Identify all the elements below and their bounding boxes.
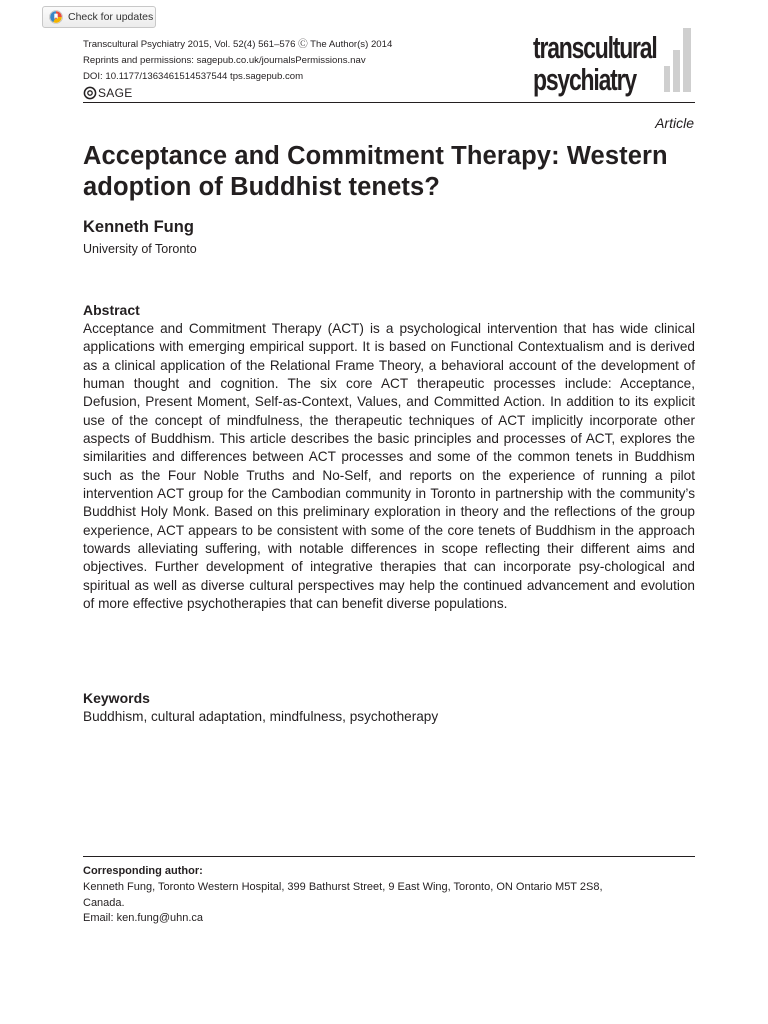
sage-logo bbox=[83, 85, 392, 101]
permissions-link[interactable]: Reprints and permissions: sagepub.co.uk/journalsPermissions.nav bbox=[83, 55, 366, 66]
corresponding-author-address: Kenneth Fung, Toronto Western Hospital, 399 Bathurst Street, 9 East Wing, Toronto, ON Ontario M5T 2S8, bbox=[83, 881, 603, 893]
sage-mark-icon bbox=[83, 86, 97, 100]
keywords-heading: Keywords bbox=[83, 690, 150, 706]
abstract-text: Acceptance and Commitment Therapy (ACT) is a psychological intervention that has wide clinical applications with emerging empirical support. It is based on Functional Contextualism and is derived as a clinical application of the Relational Frame Theory, a behavioral account of the development of human thought and cognition. The six core ACT therapeutic processes include: Acceptance, Defusion, Present Moment, Self-as-Context, Values, and Committed Action. In addition to its explicit use of the concept of mindfulness, the therapeutic techniques of ACT implicitly incorporate other aspects of Buddhism. This article describes the basic principles and processes of ACT, explores the similarities and differences between ACT processes and some of the common tenets in Buddhism such as the Four Noble Truths and No-Self, and reports on the experience of running a pilot intervention ACT group for the Cambodian community in Toronto in partnership with the community’s Buddhist Holy Monk. Based on this preliminary exploration in theory and the reflections of the group experience, ACT appears to be consistent with some of the core tenets of Buddhism in the approach towards alleviating suffering, with notable differences in scope reflecting their different aims and objectives. Further development of integrative therapies that can incorporate psy-chological and spiritual as well as diverse cultural perspectives may help the continued advancement and evolution of more effective psychotherapies that can benefit diverse populations. bbox=[83, 321, 695, 612]
footnote-rule bbox=[83, 856, 695, 857]
publisher-name: SAGE bbox=[98, 86, 133, 100]
journal-metadata bbox=[83, 37, 392, 101]
abstract-heading: Abstract bbox=[83, 302, 140, 318]
journal-logo bbox=[533, 28, 695, 98]
journal-name-line1: transcultural bbox=[533, 30, 657, 65]
keywords-list: Buddhism, cultural adaptation, mindfulness, psychotherapy bbox=[83, 709, 439, 724]
check-for-updates-button[interactable] bbox=[42, 6, 156, 28]
journal-name-line2: psychiatry bbox=[533, 62, 636, 97]
corresponding-author-email[interactable]: Email: ken.fung@uhn.ca bbox=[83, 912, 204, 924]
check-for-updates-label: Check for updates bbox=[68, 11, 154, 23]
corresponding-author-heading: Corresponding author: bbox=[83, 865, 203, 877]
doi-line[interactable]: DOI: 10.1177/1363461514537544 tps.sagepub.com bbox=[83, 71, 304, 82]
author-name: Kenneth Fung bbox=[83, 218, 194, 236]
author-affiliation: University of Toronto bbox=[83, 242, 197, 256]
header-rule bbox=[83, 102, 695, 103]
citation: Transcultural Psychiatry 2015, Vol. 52(4) 561–576 Ⓒ The Author(s) 2014 bbox=[83, 39, 393, 50]
crossmark-icon bbox=[49, 10, 63, 24]
article-type: Article bbox=[655, 115, 694, 131]
article-title: Acceptance and Commitment Therapy: Western adoption of Buddhist tenets? bbox=[83, 142, 668, 201]
corresponding-author-country: Canada. bbox=[83, 897, 125, 909]
